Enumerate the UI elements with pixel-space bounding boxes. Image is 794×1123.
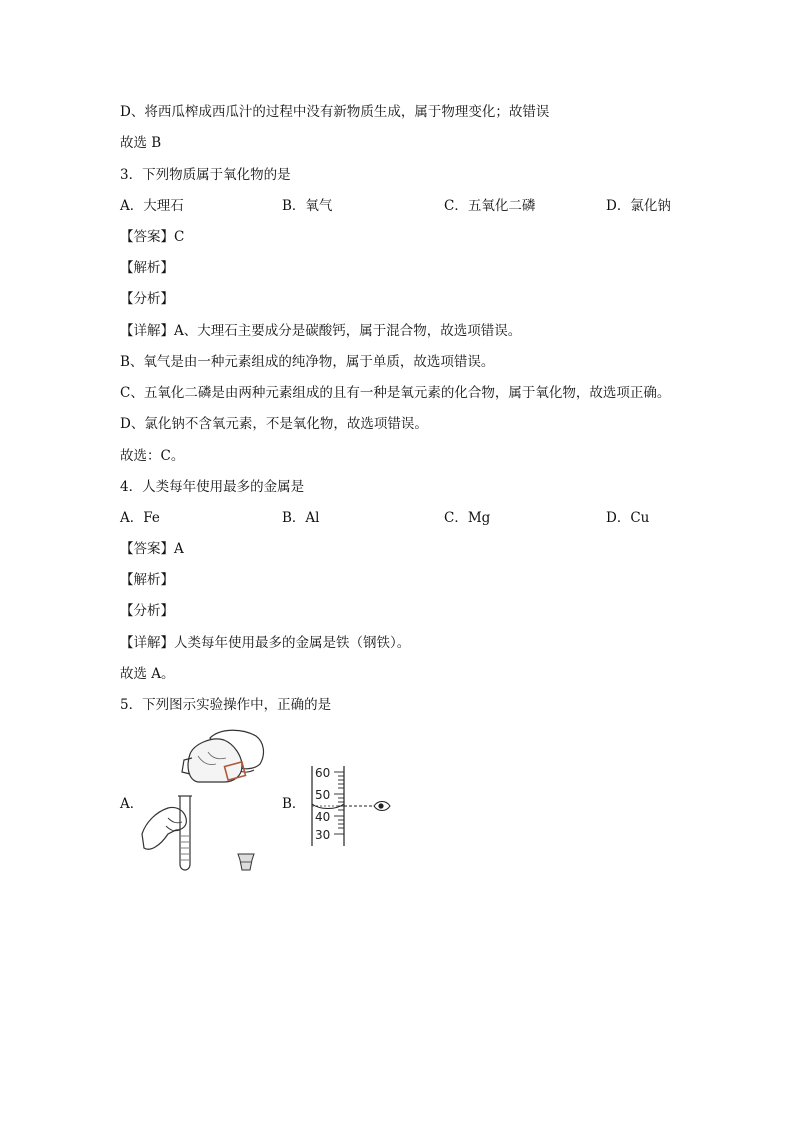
q4-option-a: A．Fe xyxy=(120,510,160,526)
q3-detail-1: 【详解】A、大理石主要成分是碳酸钙，属于混合物，故选项错误。 xyxy=(120,323,522,339)
selection-line: 故选 B xyxy=(120,135,162,151)
q3-option-d: D．氯化钠 xyxy=(606,198,671,214)
figure-b-cylinder-reading xyxy=(310,764,400,848)
question-4-stem: 4．人类每年使用最多的金属是 xyxy=(120,479,305,495)
q3-detail-2: B、氧气是由一种元素组成的纯净物，属于单质，故选项错误。 xyxy=(120,354,495,370)
question-4-options xyxy=(120,509,680,527)
question-3-stem: 3．下列物质属于氧化物的是 xyxy=(120,167,291,183)
q4-detail-1: 【详解】人类每年使用最多的金属是铁（钢铁）。 xyxy=(120,635,411,651)
q3-fenxi: 【分析】 xyxy=(120,291,174,307)
q3-option-b: B．氧气 xyxy=(282,198,333,214)
tick-label-40: 40 xyxy=(315,810,331,824)
q3-option-c: C．五氧化二磷 xyxy=(444,198,536,214)
explanation-d-line: D、将西瓜榨成西瓜汁的过程中没有新物质生成，属于物理变化；故错误 xyxy=(120,104,550,120)
figure-a-label: A． xyxy=(120,796,144,812)
tick-label-30: 30 xyxy=(315,828,331,842)
figure-b-label: B． xyxy=(282,796,306,812)
q4-fenxi: 【分析】 xyxy=(120,603,174,619)
q4-selection: 故选 A。 xyxy=(120,666,175,682)
question-3-options xyxy=(120,197,680,215)
eye-icon xyxy=(374,802,390,811)
q4-option-d: D．Cu xyxy=(606,510,650,526)
q3-answer: 【答案】C xyxy=(120,229,185,245)
reagent-bottle xyxy=(188,739,242,782)
tick-label-60: 60 xyxy=(315,766,331,780)
figure-a-pouring-illustration xyxy=(138,726,278,876)
q3-detail-4: D、氯化钠不含氧元素，不是氧化物，故选项错误。 xyxy=(120,416,428,432)
test-tube xyxy=(180,796,190,870)
q3-selection: 故选：C。 xyxy=(120,448,185,464)
q3-option-a: A．大理石 xyxy=(120,198,184,214)
q4-answer: 【答案】A xyxy=(120,541,184,557)
q4-jiexi: 【解析】 xyxy=(120,572,174,588)
cylinder-tick-marks xyxy=(334,772,344,834)
q4-option-b: B．Al xyxy=(282,510,320,526)
q3-detail-3: C、五氧化二磷是由两种元素组成的且有一种是氧元素的化合物，属于氧化物，故选项正确。 xyxy=(120,385,671,401)
q4-option-c: C．Mg xyxy=(444,510,491,526)
tick-label-50: 50 xyxy=(315,788,331,802)
question-5-stem: 5．下列图示实验操作中，正确的是 xyxy=(120,697,332,713)
q3-jiexi: 【解析】 xyxy=(120,260,174,276)
